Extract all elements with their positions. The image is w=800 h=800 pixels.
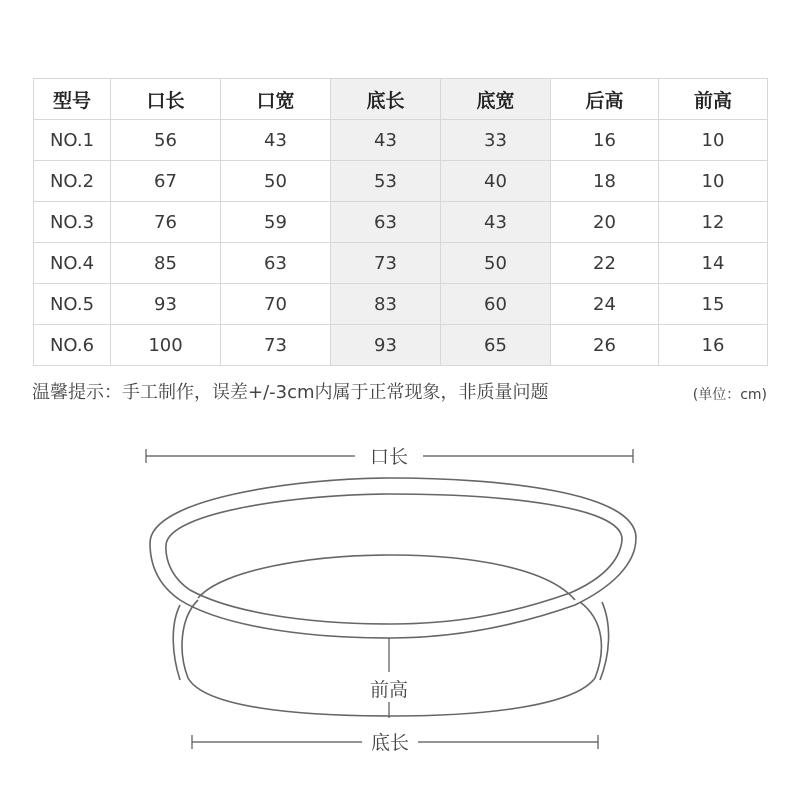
cell-front-height: 10 — [659, 161, 768, 202]
cell-back-height: 22 — [551, 243, 659, 284]
cell-back-height: 18 — [551, 161, 659, 202]
cell-bottom-length: 73 — [331, 243, 441, 284]
cell-bottom-width: 50 — [441, 243, 551, 284]
cell-mouth-length: 76 — [111, 202, 221, 243]
cell-front-height: 16 — [659, 325, 768, 366]
header-mouth-length: 口长 — [111, 79, 221, 120]
table-row — [34, 161, 768, 202]
cell-front-height: 15 — [659, 284, 768, 325]
cell-bottom-width: 40 — [441, 161, 551, 202]
cell-bottom-length: 43 — [331, 120, 441, 161]
cell-mouth-width: 50 — [221, 161, 331, 202]
cell-model: NO.2 — [34, 161, 111, 202]
mouth-length-label: 口长 — [369, 446, 409, 468]
cell-back-height: 20 — [551, 202, 659, 243]
cell-mouth-length: 67 — [111, 161, 221, 202]
header-bottom-length: 底长 — [331, 79, 441, 120]
cell-front-height: 10 — [659, 120, 768, 161]
warm-tip-note: 温馨提示：手工制作，误差+/-3cm内属于正常现象，非质量问题 — [32, 382, 549, 403]
cell-model: NO.1 — [34, 120, 111, 161]
front-height-label: 前高 — [369, 679, 409, 701]
header-front-height: 前高 — [659, 79, 768, 120]
cell-model: NO.3 — [34, 202, 111, 243]
table-row — [34, 325, 768, 366]
cell-mouth-width: 63 — [221, 243, 331, 284]
size-table — [33, 78, 768, 366]
table-row — [34, 120, 768, 161]
table-row — [34, 284, 768, 325]
cell-front-height: 12 — [659, 202, 768, 243]
cell-bottom-width: 65 — [441, 325, 551, 366]
cell-mouth-width: 70 — [221, 284, 331, 325]
basket-dimension-diagram — [0, 420, 800, 780]
cell-back-height: 26 — [551, 325, 659, 366]
cell-bottom-width: 33 — [441, 120, 551, 161]
cell-model: NO.4 — [34, 243, 111, 284]
header-mouth-width: 口宽 — [221, 79, 331, 120]
cell-bottom-length: 93 — [331, 325, 441, 366]
cell-bottom-length: 53 — [331, 161, 441, 202]
header-row — [34, 79, 768, 120]
cell-mouth-length: 100 — [111, 325, 221, 366]
header-bottom-width: 底宽 — [441, 79, 551, 120]
table-row — [34, 243, 768, 284]
cell-bottom-width: 60 — [441, 284, 551, 325]
cell-mouth-length: 85 — [111, 243, 221, 284]
header-back-height: 后高 — [551, 79, 659, 120]
cell-bottom-length: 83 — [331, 284, 441, 325]
unit-label: (单位：cm) — [692, 387, 767, 403]
header-model: 型号 — [34, 79, 111, 120]
cell-mouth-width: 73 — [221, 325, 331, 366]
cell-mouth-width: 43 — [221, 120, 331, 161]
cell-mouth-width: 59 — [221, 202, 331, 243]
bottom-length-label: 底长 — [370, 732, 410, 754]
cell-mouth-length: 93 — [111, 284, 221, 325]
cell-back-height: 16 — [551, 120, 659, 161]
cell-bottom-width: 43 — [441, 202, 551, 243]
cell-mouth-length: 56 — [111, 120, 221, 161]
cell-front-height: 14 — [659, 243, 768, 284]
cell-model: NO.5 — [34, 284, 111, 325]
cell-model: NO.6 — [34, 325, 111, 366]
table-row — [34, 202, 768, 243]
cell-back-height: 24 — [551, 284, 659, 325]
cell-bottom-length: 63 — [331, 202, 441, 243]
